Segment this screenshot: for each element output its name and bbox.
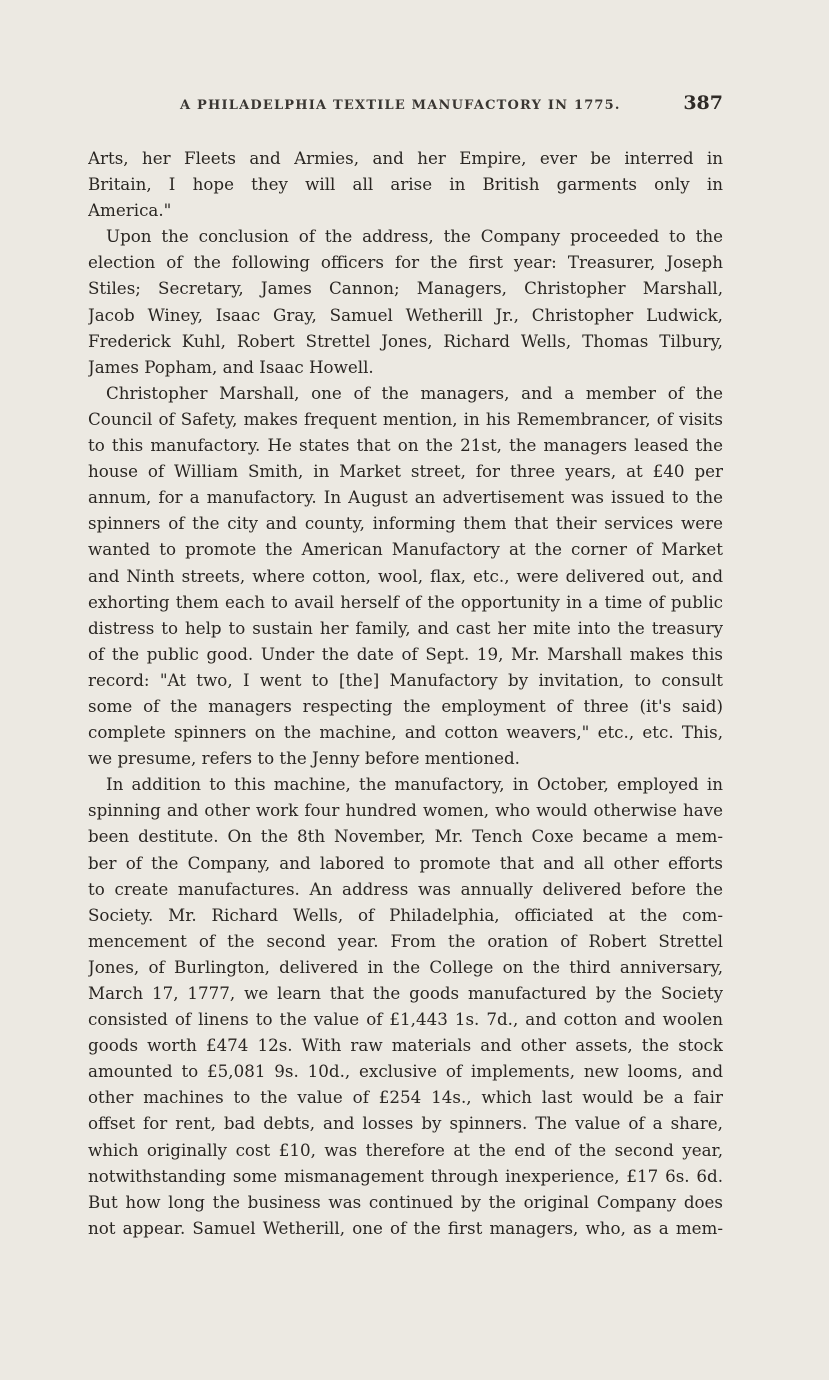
text-line: exhorting them each to avail herself of the opportunity in a time of public [88,591,723,612]
text-line: we presume, refers to the Jenny before mentioned. [88,748,520,769]
text-line: March 17, 1777, we learn that the goods manufactured by the Society [88,983,723,1003]
text-line: house of William Smith, in Market street, for three years, at £40 per [88,461,723,482]
text-line: complete spinners on the machine, and cotton weavers," etc., etc. This, [88,722,723,743]
text-line: consisted of linens to the value of £1,443 1s. 7d., and cotton and woolen [88,1009,723,1030]
page-header [88,92,723,122]
text-line: distress to help to sustain her family, and cast her mite into the treasury [88,617,723,638]
text-line: other machines to the value of £254 14s., which last would be a fair [88,1087,723,1108]
text-line: ber of the Company, and labored to promote that and all other efforts [88,852,723,873]
text-line: offset for rent, bad debts, and losses by spinners. The value of a share, [88,1113,723,1134]
text-line: to create manufactures. An address was annually delivered before the [88,878,723,899]
body-text [88,145,723,1241]
text-line: Society. Mr. Richard Wells, of Philadelphia, officiated at the com- [88,904,723,925]
text-line: and Ninth streets, where cotton, wool, flax, etc., were delivered out, and [88,565,723,586]
text-line: spinning and other work four hundred women, who would otherwise have [88,800,723,821]
text-line: goods worth £474 12s. With raw materials and other assets, the stock [88,1035,723,1056]
text-line: Frederick Kuhl, Robert Strettel Jones, Richard Wells, Thomas Tilbury, [88,330,723,351]
text-line: to this manufactory. He states that on the 21st, the managers leased the [88,435,723,456]
text-line: which originally cost £10, was therefore at the end of the second year, [88,1139,723,1160]
text-line: James Popham, and Isaac Howell. [88,356,374,377]
text-line: been destitute. On the 8th November, Mr. Tench Coxe became a mem- [88,826,723,847]
text-line: mencement of the second year. From the oration of Robert Strettel [88,930,723,951]
text-line: of the public good. Under the date of Sept. 19, Mr. Marshall makes this [88,643,723,664]
text-line: Stiles; Secretary, James Cannon; Managers, Christopher Marshall, [88,278,723,299]
text-line: annum, for a manufactory. In August an advertisement was issued to the [88,487,723,508]
text-line: spinners of the city and county, informing them that their services were [88,513,723,534]
text-line: Britain, I hope they will all arise in British garments only in [88,174,723,195]
text-line: In addition to this machine, the manufactory, in October, employed in [106,774,723,795]
text-line: not appear. Samuel Wetherill, one of the first managers, who, as a mem- [88,1217,723,1238]
text-line: Jacob Winey, Isaac Gray, Samuel Wetherill Jr., Christopher Ludwick, [88,304,723,325]
text-line: But how long the business was continued by the original Company does [88,1191,723,1212]
text-line: notwithstanding some mismanagement through inexperience, £17 6s. 6d. [88,1165,723,1186]
running-title: A PHILADELPHIA TEXTILE MANUFACTORY IN 1775. [180,98,621,113]
text-line: Council of Safety, makes frequent mention, in his Remembrancer, of visits [88,408,723,429]
text-line: Arts, her Fleets and Armies, and her Empire, ever be interred in [88,148,723,168]
text-line: some of the managers respecting the employment of three (it's said) [88,695,723,716]
page-number: 387 [683,92,723,114]
text-line: America." [88,200,172,221]
text-line: amounted to £5,081 9s. 10d., exclusive of implements, new looms, and [88,1061,723,1082]
text-line: election of the following officers for the first year: Treasurer, Joseph [88,252,723,273]
text-line: wanted to promote the American Manufactory at the corner of Market [88,539,723,560]
text-line: record: "At two, I went to [the] Manufactory by invitation, to consult [88,669,723,690]
text-line: Upon the conclusion of the address, the Company proceeded to the [106,226,723,247]
text-line: Jones, of Burlington, delivered in the College on the third anniversary, [88,956,723,977]
text-line: Christopher Marshall, one of the managers, and a member of the [106,382,723,403]
